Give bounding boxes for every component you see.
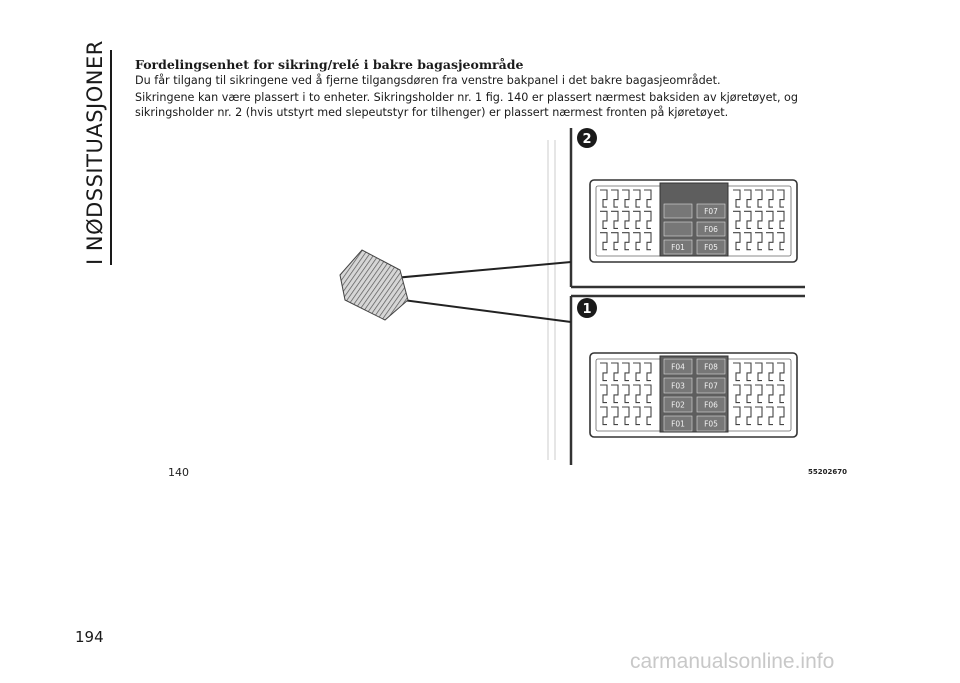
fuse-label: F01: [671, 243, 685, 252]
figure-number: 140: [168, 466, 189, 479]
page-number: 194: [75, 628, 104, 646]
article-paragraph-1: Du får tilgang til sikringene ved å fjerne tilgangsdøren fra venstre bakpanel i det bakre bagasjeområdet.: [135, 74, 721, 87]
fuse-label: F05: [704, 243, 718, 252]
holder-1-badge-number: 1: [582, 302, 592, 317]
holder-2-badge-number: 2: [582, 132, 592, 147]
watermark: carmanualsonline.info: [630, 650, 835, 673]
fuse-label: F03: [671, 381, 685, 391]
fuse-label: F01: [671, 419, 685, 429]
fuse-label: F07: [704, 207, 718, 216]
fuse-label: F08: [704, 362, 718, 372]
fuse-label: F06: [704, 400, 718, 410]
fuse-label: F05: [704, 419, 718, 429]
fuse-label: F02: [671, 400, 685, 410]
fuse-label: F06: [704, 225, 718, 234]
fuse-label: F04: [671, 362, 685, 372]
holder-2-badge: [577, 128, 597, 148]
fuse-slot: [664, 222, 692, 236]
holder-1-badge: [577, 298, 597, 318]
fuse-slot: [664, 204, 692, 218]
figure-code: 55202670: [808, 468, 847, 476]
fuse-holder-1: [590, 353, 797, 437]
section-title: I NØDSSITUASJONER: [83, 40, 107, 265]
fuse-holder-2: [590, 180, 797, 262]
article-heading: Fordelingsenhet for sikring/relé i bakre bagasjeområde: [135, 57, 524, 72]
fuse-block-location: [340, 250, 408, 320]
fuse-label: F07: [704, 381, 718, 391]
article-paragraph-2: Sikringene kan være plassert i to enheter. Sikringsholder nr. 1 fig. 140 er plassert nærmest baksiden av kjøretøyet, og sikringsholder nr. 2 (hvis utstyrt med slepeutstyr for tilhenger) er plassert nærmest fronten på kjøretøyet.: [135, 91, 799, 119]
